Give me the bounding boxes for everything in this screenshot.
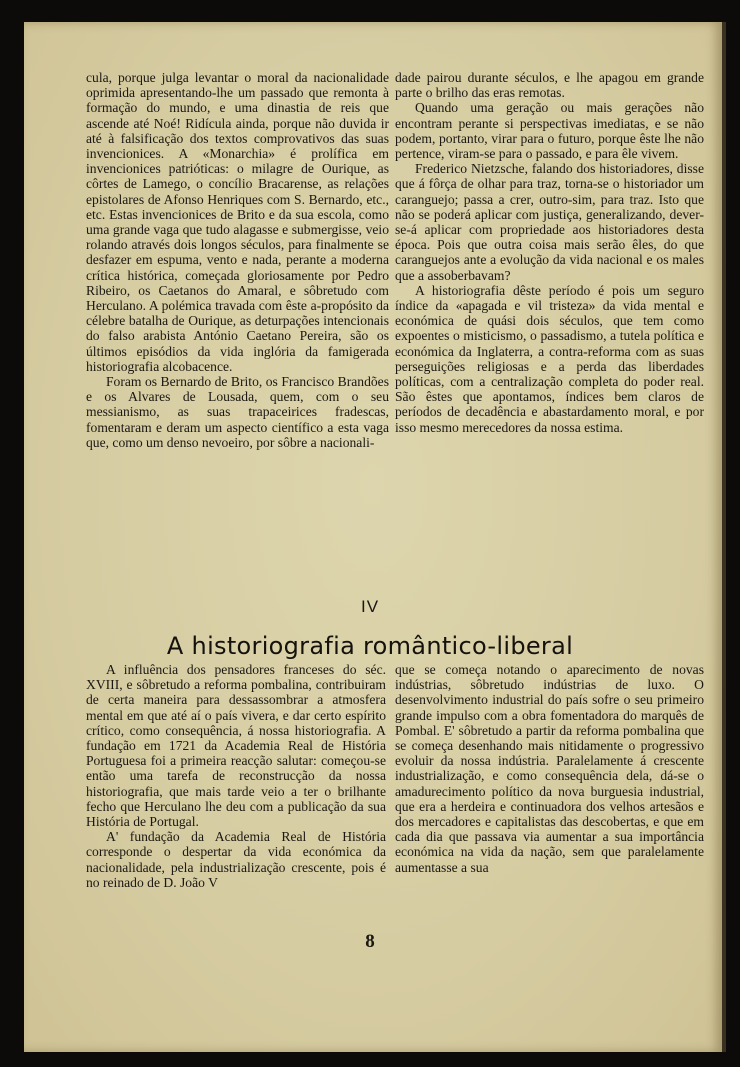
text-column-bottom-right [395, 662, 704, 875]
paragraph: Frederico Nietzsche, falando dos historiadores, disse que á fôrça de olhar para traz, torna-se o historiador um caranguejo; passa a crer, outro-sim, para traz. Isto que não se poderá aplicar com justiça, generalizando, dever-se-á aplicar com propriedade aos historiadores desta época. Pois que outra coisa mais serão êles, do que caranguejos ante a evolução da vida nacional e os males que a assoberbavam? [395, 161, 704, 283]
paragraph: Foram os Bernardo de Brito, os Francisco Brandões e os Alvares de Lousada, quem, com o seu messianismo, as suas trapaceirices fradescas, fomentaram e deram um aspecto científico a esta vaga que, como um denso nevoeiro, por sôbre a nacionali- [86, 374, 389, 450]
book-spine-edge [722, 22, 726, 1052]
section-number: IV [360, 597, 380, 616]
paragraph: A influência dos pensadores franceses do séc. XVIII, e sôbretudo a reforma pombalina, contribuiram de certa maneira para dessassombrar a atmosfera mental em que até aí o país vivera, e dar certo espírito crítico, como consequência, á nossa historiografia. A fundação em 1721 da Academia Real de História Portuguesa foi a primeira reacção salutar: começou-se então uma tarefa de reconstrucção da nossa historiografia, que mais tarde veio a ter o brilhante fecho que Herculano lhe deu com a publicação da sua História de Portugal. [86, 662, 386, 830]
text-column-top-left [86, 70, 389, 450]
paragraph: Quando uma geração ou mais gerações não encontram perante si perspectivas imediatas, e se não podem, portanto, virar para o futuro, porque êste lhe não pertence, viram-se para o passado, e para êle vivem. [395, 100, 704, 162]
section-title: A historiografia romântico-liberal [166, 632, 574, 660]
text-column-top-right [395, 70, 704, 435]
paragraph: dade pairou durante séculos, e lhe apagou em grande parte o brilho das eras remotas. [395, 70, 704, 101]
paragraph: que se começa notando o aparecimento de novas indústrias, sôbretudo indústrias de luxo. O desenvolvimento industrial do país sofre o seu primeiro grande impulso com a obra fomentadora do marquês de Pombal. E' sôbretudo a partir da reforma pombalina que se começa desenhando mais nitidamente o progressivo evoluir da nossa indústria. Paralelamente á crescente industrialização, e como consequência dela, dá-se o amadurecimento político da nova burguesia industrial, que era a herdeira e continuadora dos velhos artesãos e dos mercadores e capitalistas das descobertas, e que em cada dia que passava via aumentar a sua importância económica na vida da nação, sem que paralelamente aumentasse a sua [395, 662, 704, 875]
paragraph: cula, porque julga levantar o moral da nacionalidade oprimida apresentando-lhe um passado que remonta à formação do mundo, e uma dinastia de reis que ascende até Noé! Ridícula ainda, porque não duvida ir até à falsificação dos textos comprovativos das suas invencionices. A «Monarchia» é prolífica em invencionices patrióticas: o milagre de Ourique, as côrtes de Lamego, o concílio Bracarense, as relações epistolares de Afonso Henriques com S. Bernardo, etc., etc. Estas invencionices de Brito e da sua escola, como uma grande vaga que tudo alagasse e submergisse, veio rolando através dois longos séculos, para finalmente se desfazer em espuma, vento e nada, perante a moderna crítica histórica, começada gloriosamente por Pedro Ribeiro, os Caetanos do Amaral, e sôbretudo com Herculano. A polémica travada com êste a-propósito da célebre batalha de Ourique, as deturpações intencionais do falso arabista António Caetano Pereira, são os últimos episódios da vida inglória da famigerada historiografia alcobacence. [86, 70, 389, 374]
text-column-bottom-left [86, 662, 386, 890]
paragraph: A' fundação da Academia Real de História corresponde o despertar da vida económica da nacionalidade, pela industrialização crescente, pois é no reinado de D. João V [86, 829, 386, 890]
paragraph: A historiografia dêste período é pois um seguro índice da «apagada e vil tristeza» da vida mental e económica de quási dois séculos, que tem como expoentes o misticismo, o passadismo, a tutela política e económica da Inglaterra, a contra-reforma com as suas perseguições religiosas e a perda das liberdades políticas, com a centralização completa do poder real. São êstes que apontamos, índices bem claros de períodos de decadência e abastardamento moral, e por isso mesmo merecedores da nossa estima. [395, 282, 704, 435]
page-number: 8 [365, 931, 375, 952]
